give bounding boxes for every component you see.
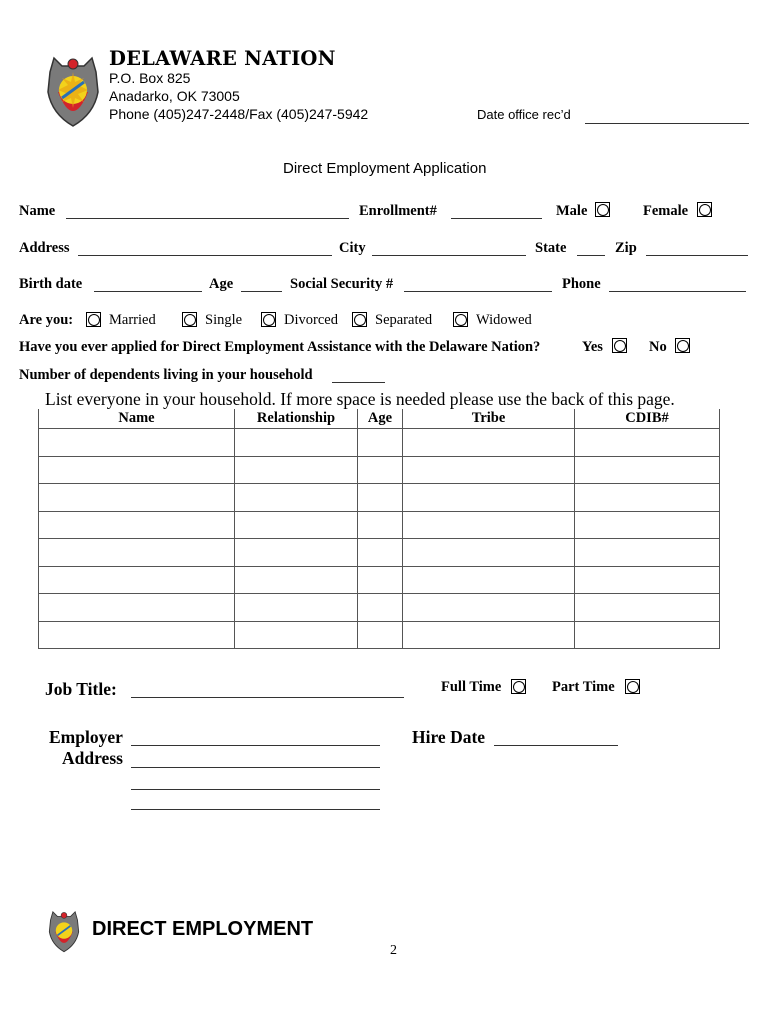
job-title-field[interactable] <box>131 697 404 698</box>
household-cell[interactable] <box>403 594 575 622</box>
zip-field[interactable] <box>646 255 748 256</box>
page-number: 2 <box>390 943 397 958</box>
household-cell[interactable] <box>39 594 235 622</box>
household-cell[interactable] <box>575 621 720 649</box>
dependents-field[interactable] <box>332 382 385 383</box>
table-row <box>39 594 720 622</box>
delaware-nation-seal-icon <box>44 48 102 130</box>
single-radio-icon[interactable] <box>182 312 197 327</box>
address-label: Address <box>19 240 70 256</box>
ssn-label: Social Security # <box>290 276 394 292</box>
table-row <box>39 429 720 457</box>
household-cell[interactable] <box>358 511 403 539</box>
address-line-2: Anadarko, OK 73005 <box>109 88 240 104</box>
header-logo <box>44 48 102 130</box>
household-cell[interactable] <box>39 429 235 457</box>
household-cell[interactable] <box>575 429 720 457</box>
hire-date-label: Hire Date <box>412 727 486 747</box>
yes-radio-icon[interactable] <box>612 338 627 353</box>
household-cell[interactable] <box>235 511 358 539</box>
birth-date-field[interactable] <box>94 291 202 292</box>
job-title-label: Job Title: <box>45 679 117 699</box>
household-cell[interactable] <box>39 539 235 567</box>
female-label: Female <box>643 203 689 219</box>
dependents-label: Number of dependents living in your household <box>19 367 313 383</box>
form-title: Direct Employment Application <box>283 160 487 177</box>
household-cell[interactable] <box>358 621 403 649</box>
household-cell[interactable] <box>235 456 358 484</box>
full-time-label: Full Time <box>441 679 502 695</box>
household-cell[interactable] <box>403 484 575 512</box>
zip-label: Zip <box>615 240 637 256</box>
male-radio-icon[interactable] <box>595 202 610 217</box>
employer-address-line-1[interactable] <box>131 767 380 768</box>
household-cell[interactable] <box>575 539 720 567</box>
household-cell[interactable] <box>235 539 358 567</box>
household-cell[interactable] <box>235 484 358 512</box>
household-cell[interactable] <box>575 566 720 594</box>
table-row <box>39 511 720 539</box>
widowed-radio-icon[interactable] <box>453 312 468 327</box>
separated-radio-icon[interactable] <box>352 312 367 327</box>
table-row <box>39 456 720 484</box>
name-field[interactable] <box>66 218 349 219</box>
household-cell[interactable] <box>39 456 235 484</box>
delaware-nation-seal-icon <box>47 905 81 955</box>
employer-address-line-3[interactable] <box>131 809 380 810</box>
household-cell[interactable] <box>575 511 720 539</box>
household-cell[interactable] <box>358 594 403 622</box>
household-cell[interactable] <box>403 539 575 567</box>
table-row <box>39 539 720 567</box>
date-received-label: Date office rec’d <box>477 107 571 122</box>
household-col-header: Relationship <box>235 409 358 429</box>
household-cell[interactable] <box>358 484 403 512</box>
household-cell[interactable] <box>235 429 358 457</box>
table-row <box>39 566 720 594</box>
phone-label: Phone <box>562 276 601 292</box>
enrollment-field[interactable] <box>451 218 542 219</box>
age-field[interactable] <box>241 291 282 292</box>
enrollment-label: Enrollment# <box>359 203 437 219</box>
state-label: State <box>535 240 567 256</box>
age-label: Age <box>209 276 234 292</box>
birth-date-label: Birth date <box>19 276 83 292</box>
household-cell[interactable] <box>39 511 235 539</box>
separated-label: Separated <box>375 312 433 328</box>
household-col-header: Tribe <box>403 409 575 429</box>
applied-question: Have you ever applied for Direct Employment Assistance with the Delaware Nation? <box>19 339 541 355</box>
household-col-header: Name <box>39 409 235 429</box>
household-cell[interactable] <box>39 621 235 649</box>
date-received-field[interactable] <box>585 123 749 124</box>
female-radio-icon[interactable] <box>697 202 712 217</box>
divorced-radio-icon[interactable] <box>261 312 276 327</box>
household-col-header: CDIB# <box>575 409 720 429</box>
employer-address-line-2[interactable] <box>131 789 380 790</box>
state-field[interactable] <box>577 255 605 256</box>
married-radio-icon[interactable] <box>86 312 101 327</box>
household-cell[interactable] <box>358 429 403 457</box>
hire-date-field[interactable] <box>494 745 618 746</box>
household-cell[interactable] <box>358 456 403 484</box>
married-label: Married <box>109 312 156 328</box>
household-cell[interactable] <box>358 566 403 594</box>
address-field[interactable] <box>78 255 332 256</box>
household-cell[interactable] <box>575 594 720 622</box>
no-label: No <box>649 339 667 355</box>
phone-fax: Phone (405)247-2448/Fax (405)247-5942 <box>109 106 369 122</box>
household-cell[interactable] <box>575 456 720 484</box>
part-time-label: Part Time <box>552 679 615 695</box>
part-time-radio-icon[interactable] <box>625 679 640 694</box>
footer-logo <box>47 905 81 955</box>
employer-address-label: Address <box>62 748 123 768</box>
household-table <box>38 409 720 649</box>
household-col-header: Age <box>358 409 403 429</box>
full-time-radio-icon[interactable] <box>511 679 526 694</box>
no-radio-icon[interactable] <box>675 338 690 353</box>
household-instruction: List everyone in your household. If more space is needed please use the back of this page. <box>45 389 675 409</box>
are-you-label: Are you: <box>19 312 74 328</box>
city-field[interactable] <box>372 255 526 256</box>
org-name: DELAWARE NATION <box>109 47 336 70</box>
employer-field[interactable] <box>131 745 380 746</box>
household-cell[interactable] <box>358 539 403 567</box>
household-cell[interactable] <box>403 456 575 484</box>
phone-field[interactable] <box>609 291 746 292</box>
household-cell[interactable] <box>403 429 575 457</box>
male-label: Male <box>556 203 588 219</box>
footer-program-name: DIRECT EMPLOYMENT <box>92 918 314 940</box>
household-cell[interactable] <box>403 511 575 539</box>
household-cell[interactable] <box>235 566 358 594</box>
widowed-label: Widowed <box>476 312 532 328</box>
table-row <box>39 621 720 649</box>
household-cell[interactable] <box>235 594 358 622</box>
divorced-label: Divorced <box>284 312 338 328</box>
address-line-1: P.O. Box 825 <box>109 70 191 86</box>
employer-label: Employer <box>49 727 123 747</box>
yes-label: Yes <box>582 339 603 355</box>
table-row <box>39 484 720 512</box>
household-cell[interactable] <box>403 566 575 594</box>
household-header-row <box>39 409 720 429</box>
household-cell[interactable] <box>403 621 575 649</box>
household-cell[interactable] <box>235 621 358 649</box>
single-label: Single <box>205 312 243 328</box>
household-cell[interactable] <box>39 566 235 594</box>
city-label: City <box>339 240 366 256</box>
household-cell[interactable] <box>39 484 235 512</box>
name-label: Name <box>19 203 56 219</box>
ssn-field[interactable] <box>404 291 552 292</box>
household-cell[interactable] <box>575 484 720 512</box>
